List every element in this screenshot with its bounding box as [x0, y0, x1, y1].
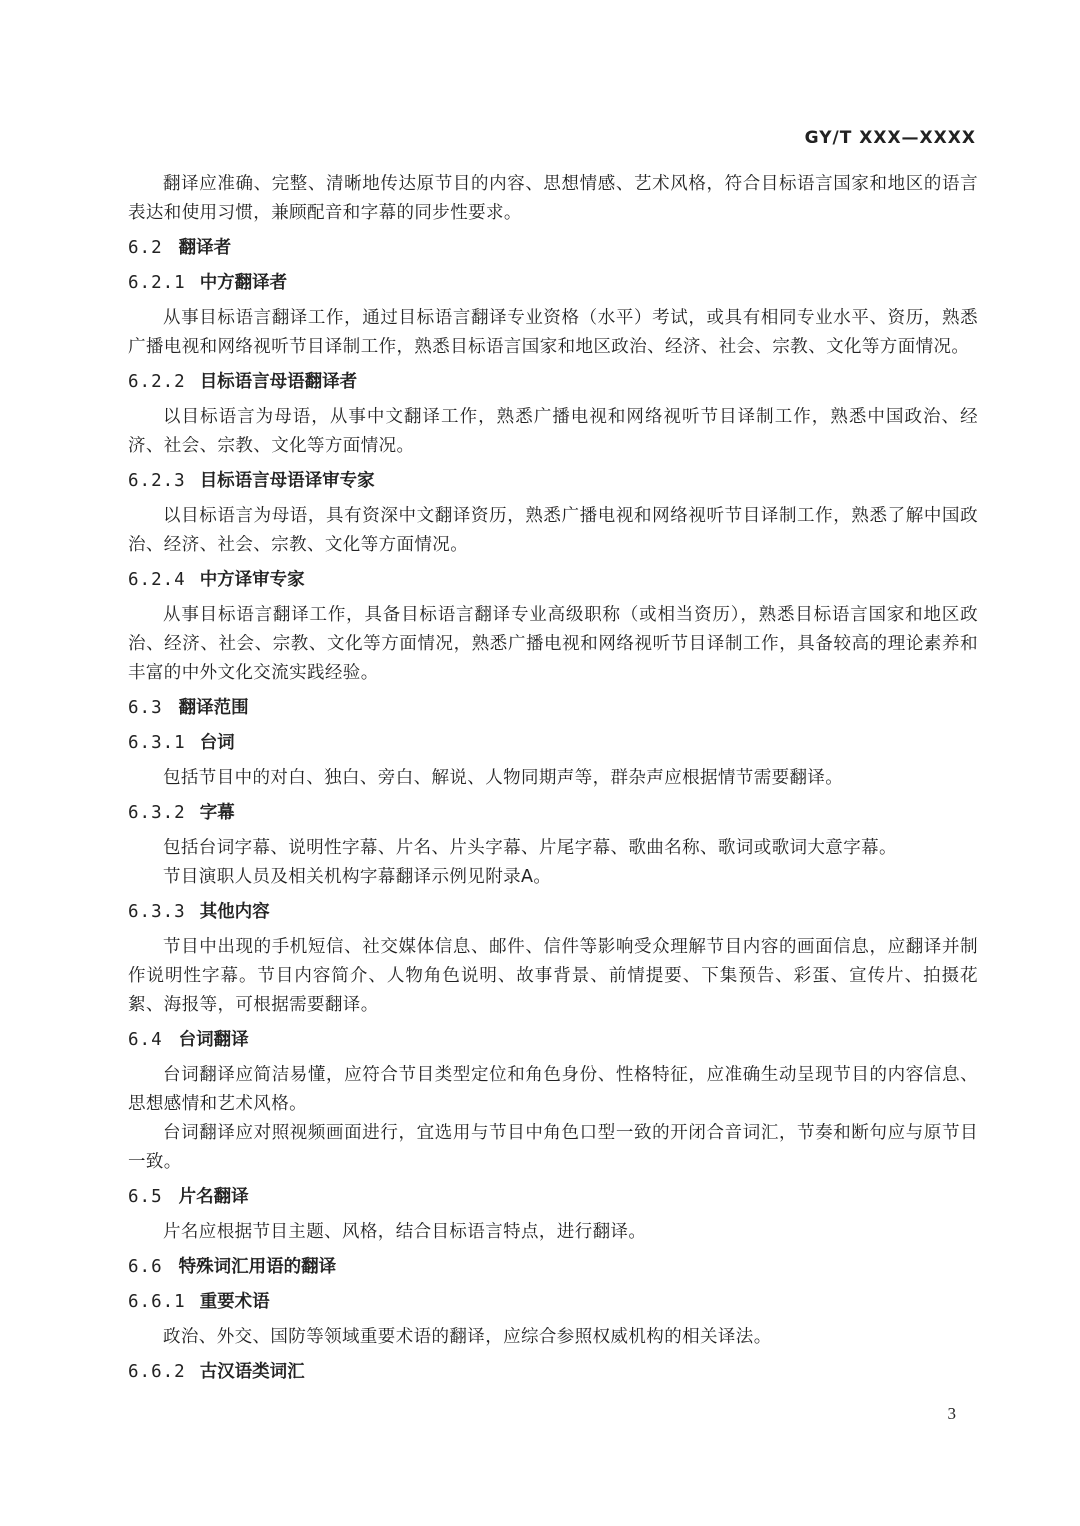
section-number: 6.2.1 [128, 273, 186, 293]
body-paragraph: 包括节目中的对白、独白、旁白、解说、人物同期声等，群杂声应根据情节需要翻译。 [163, 768, 844, 788]
body-paragraph: 台词翻译应对照视频画面进行，宜选用与节目中角色口型一致的开闭合音词汇，节奏和断句应与原节目一致。 [128, 1123, 978, 1172]
document-body [128, 170, 978, 1393]
section-title: 台词翻译 [178, 1030, 249, 1050]
section-number: 6.2 [128, 238, 163, 258]
section-number: 6.2.4 [128, 570, 186, 590]
section-number: 6.6.2 [128, 1362, 186, 1382]
section-number: 6.4 [128, 1030, 163, 1050]
section-title: 翻译者 [178, 238, 232, 258]
section-heading-6-6 [128, 1253, 978, 1282]
section-title: 目标语言母语翻译者 [199, 372, 358, 392]
section-heading-6-3-2 [128, 799, 978, 828]
page-number: 3 [947, 1404, 956, 1423]
section-title: 字幕 [199, 803, 235, 823]
body-paragraph: 以目标语言为母语，从事中文翻译工作，熟悉广播电视和网络视听节目译制工作，熟悉中国政治、经济、社会、宗教、文化等方面情况。 [128, 407, 978, 456]
body-paragraph: 台词翻译应简洁易懂，应符合节目类型定位和角色身份、性格特征，应准确生动呈现节目的内容信息、思想感情和艺术风格。 [128, 1065, 978, 1114]
section-heading-6-3-3 [128, 898, 978, 927]
body-paragraph: 节目演职人员及相关机构字幕翻译示例见附录A。 [163, 867, 552, 887]
body-paragraph: 从事目标语言翻译工作，通过目标语言翻译专业资格（水平）考试，或具有相同专业水平、资历，熟悉广播电视和网络视听节目译制工作，熟悉目标语言国家和地区政治、经济、社会、宗教、文化等方面情况。 [128, 308, 978, 357]
section-heading-6-3 [128, 694, 978, 723]
section-number: 6.6.1 [128, 1292, 186, 1312]
section-number: 6.3 [128, 698, 163, 718]
body-paragraph: 翻译应准确、完整、清晰地传达原节目的内容、思想情感、艺术风格，符合目标语言国家和地区的语言表达和使用习惯，兼顾配音和字幕的同步性要求。 [128, 174, 978, 223]
section-heading-6-2-2 [128, 368, 978, 397]
section-number: 6.3.2 [128, 803, 186, 823]
section-title: 中方译审专家 [199, 570, 305, 590]
section-heading-6-3-1 [128, 729, 978, 758]
section-heading-6-4 [128, 1026, 978, 1055]
section-number: 6.3.1 [128, 733, 186, 753]
body-paragraph: 以目标语言为母语，具有资深中文翻译资历，熟悉广播电视和网络视听节目译制工作，熟悉了解中国政治、经济、社会、宗教、文化等方面情况。 [128, 506, 978, 555]
section-title: 翻译范围 [178, 698, 249, 718]
section-number: 6.5 [128, 1187, 163, 1207]
document-code-header: GY/T XXX—XXXX [804, 128, 976, 148]
section-title: 中方翻译者 [199, 273, 288, 293]
section-number: 6.2.2 [128, 372, 186, 392]
section-title: 重要术语 [199, 1292, 270, 1312]
body-paragraph: 片名应根据节目主题、风格，结合目标语言特点，进行翻译。 [163, 1222, 647, 1242]
section-title: 片名翻译 [178, 1187, 249, 1207]
section-heading-6-6-1 [128, 1288, 978, 1317]
section-heading-6-2 [128, 234, 978, 263]
section-title: 古汉语类词汇 [199, 1362, 305, 1382]
section-heading-6-5 [128, 1183, 978, 1212]
section-heading-6-2-3 [128, 467, 978, 496]
section-title: 台词 [199, 733, 235, 753]
section-number: 6.6 [128, 1257, 163, 1277]
body-paragraph: 包括台词字幕、说明性字幕、片名、片头字幕、片尾字幕、歌曲名称、歌词或歌词大意字幕。 [163, 838, 897, 858]
section-number: 6.2.3 [128, 471, 186, 491]
body-paragraph: 政治、外交、国防等领域重要术语的翻译，应综合参照权威机构的相关译法。 [163, 1327, 772, 1347]
section-number: 6.3.3 [128, 902, 186, 922]
section-title: 目标语言母语译审专家 [199, 471, 375, 491]
section-heading-6-6-2 [128, 1358, 978, 1387]
section-heading-6-2-1 [128, 269, 978, 298]
body-paragraph: 节目中出现的手机短信、社交媒体信息、邮件、信件等影响受众理解节目内容的画面信息，应翻译并制作说明性字幕。节目内容简介、人物角色说明、故事背景、前情提要、下集预告、彩蛋、宣传片、拍摄花絮、海报等，可根据需要翻译。 [128, 937, 978, 1015]
section-title: 特殊词汇用语的翻译 [178, 1257, 337, 1277]
section-title: 其他内容 [199, 902, 270, 922]
section-heading-6-2-4 [128, 566, 978, 595]
body-paragraph: 从事目标语言翻译工作，具备目标语言翻译专业高级职称（或相当资历），熟悉目标语言国家和地区政治、经济、社会、宗教、文化等方面情况，熟悉广播电视和网络视听节目译制工作，具备较高的理论素养和丰富的中外文化交流实践经验。 [128, 605, 978, 683]
